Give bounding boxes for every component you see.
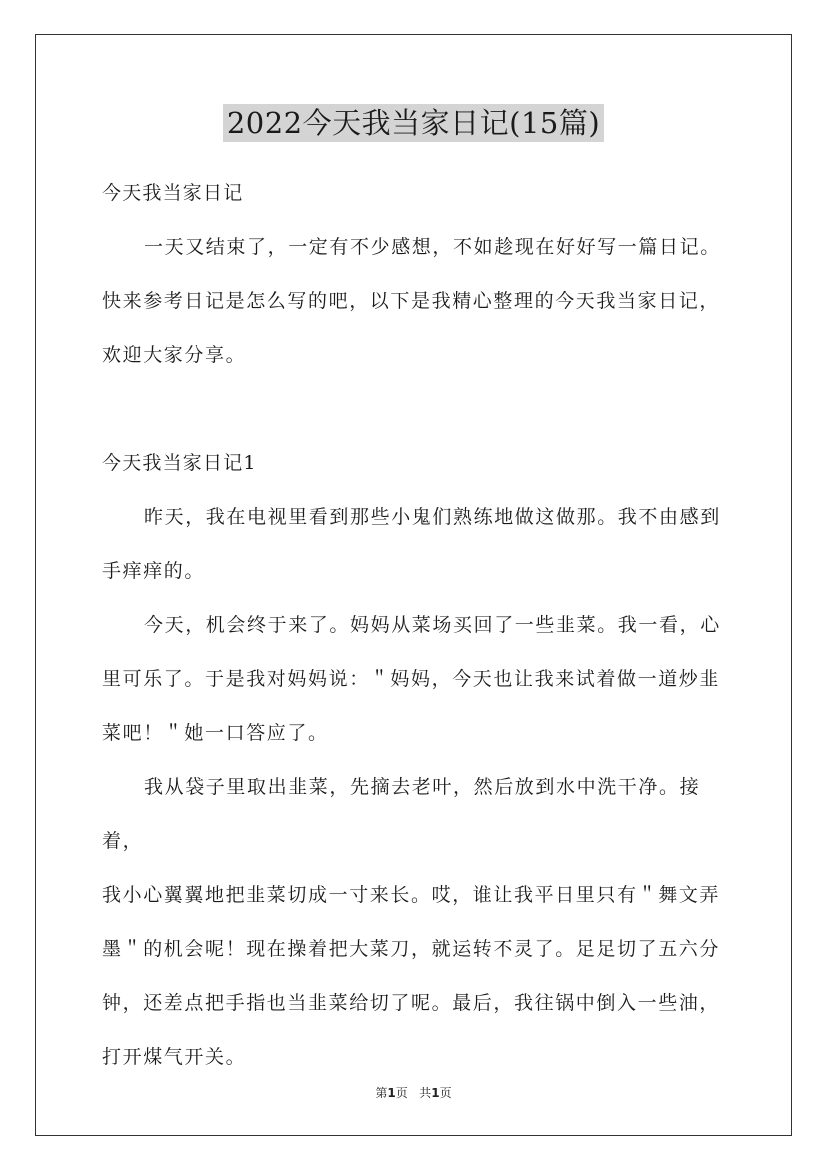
paragraph-3-line: 钟，还差点把手指也当韭菜给切了呢。最后，我往锅中倒入一些油，	[102, 992, 721, 1014]
paragraph-1-line: 手痒痒的。	[102, 560, 206, 582]
page-prefix: 第	[375, 1086, 388, 1100]
entry-heading: 今天我当家日记1	[102, 452, 257, 474]
intro-section	[102, 166, 732, 382]
diary-entry-1	[102, 436, 732, 1084]
paragraph-1-line: 昨天，我在电视里看到那些小鬼们熟练地做这做那。我不由感到	[144, 506, 721, 528]
intro-paragraph-line: 快来参考日记是怎么写的吧，以下是我精心整理的今天我当家日记，	[102, 290, 721, 312]
page-label: 页	[395, 1086, 408, 1100]
total-prefix: 共	[419, 1086, 432, 1100]
paragraph-2-line: 今天，机会终于来了。妈妈从菜场买回了一些韭菜。我一看，心	[144, 614, 721, 636]
paragraph-3-line: 我从袋子里取出韭菜，先摘去老叶，然后放到水中洗干净。接着，	[102, 776, 701, 852]
paragraph-3-line: 打开煤气开关。	[102, 1046, 247, 1068]
page-total: 1	[431, 1086, 440, 1100]
paragraph-2-line: 菜吧！＂她一口答应了。	[102, 722, 329, 744]
page-current: 1	[387, 1086, 396, 1100]
paragraph-2-line: 里可乐了。于是我对妈妈说：＂妈妈，今天也让我来试着做一道炒韭	[102, 668, 721, 690]
document-title	[0, 104, 827, 142]
intro-paragraph-line: 欢迎大家分享。	[102, 344, 247, 366]
intro-paragraph-line: 一天又结束了，一定有不少感想，不如趁现在好好写一篇日记。	[144, 236, 721, 258]
document-title-text: 2022今天我当家日记(15篇)	[223, 104, 604, 142]
total-label: 页	[439, 1086, 452, 1100]
page-footer	[0, 1084, 827, 1101]
paragraph-3-line: 墨＂的机会呢！现在操着把大菜刀，就运转不灵了。足足切了五六分	[102, 938, 721, 960]
paragraph-3-line: 我小心翼翼地把韭菜切成一寸来长。哎，谁让我平日里只有＂舞文弄	[102, 884, 721, 906]
intro-heading: 今天我当家日记	[102, 182, 244, 204]
